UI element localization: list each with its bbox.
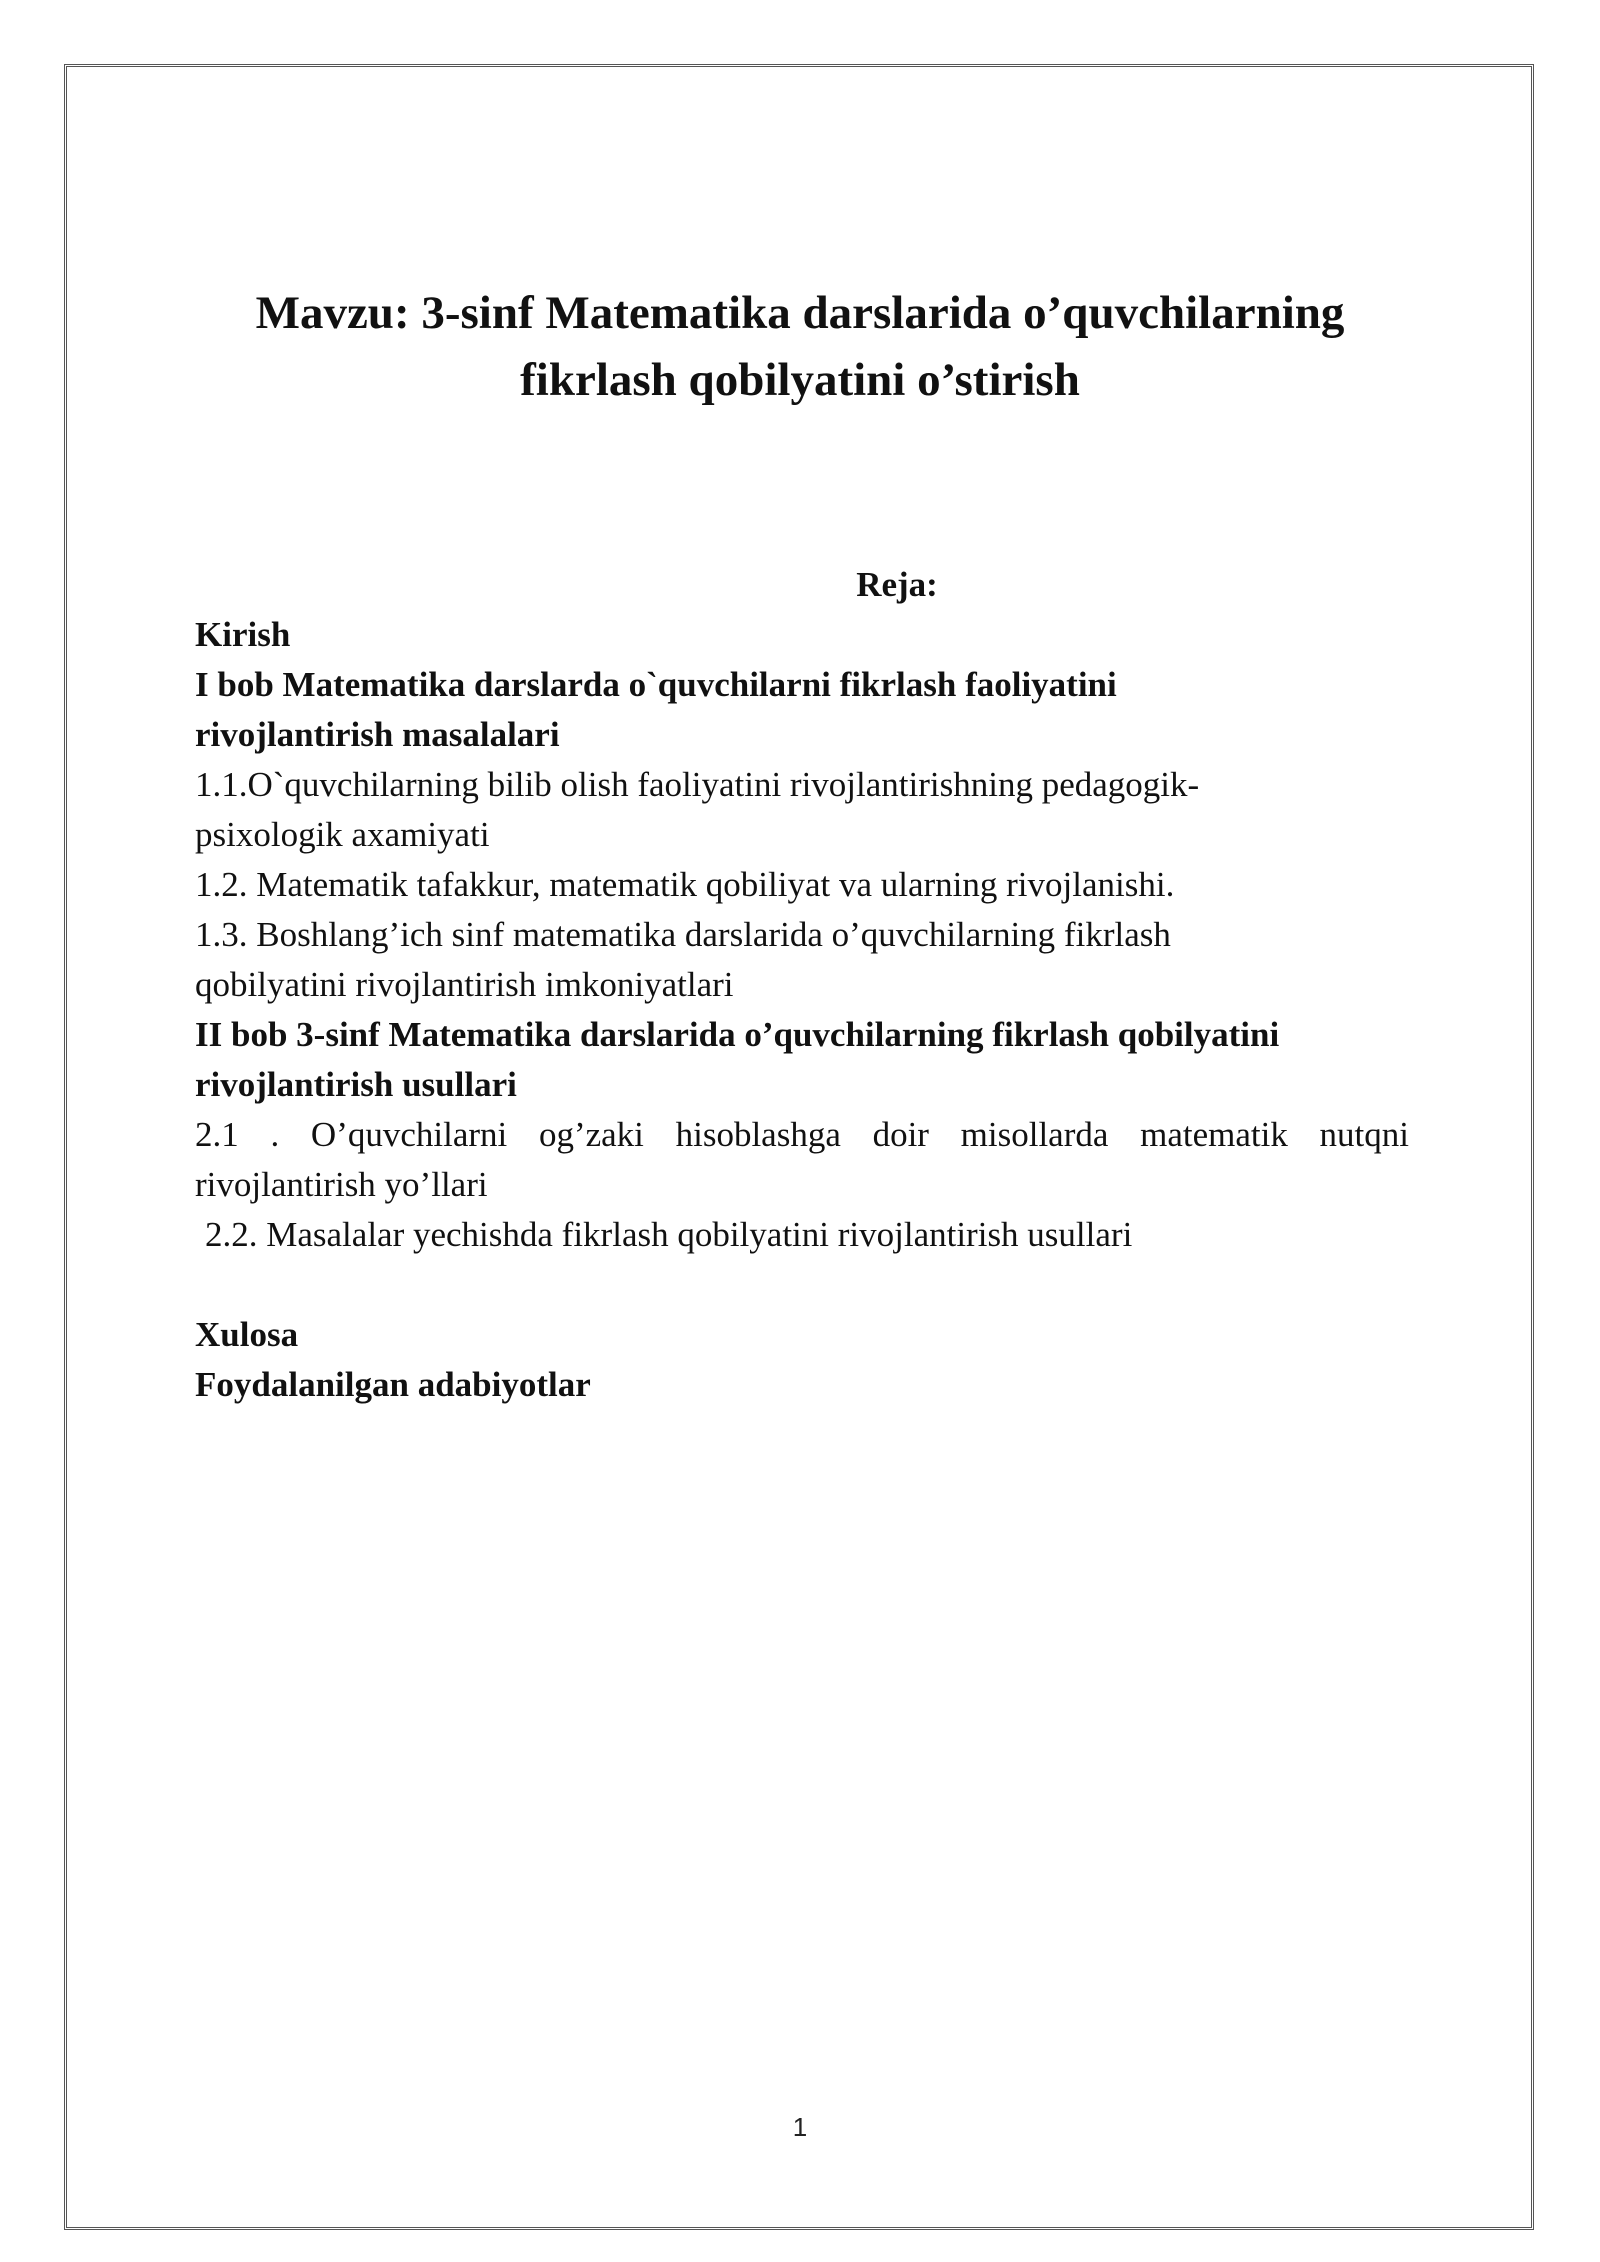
chapter-2-line-2: rivojlantirish usullari	[195, 1065, 517, 1104]
section-2-2: 2.2. Masalalar yechishda fikrlash qobilyatini rivojlantirish usullari	[205, 1215, 1133, 1254]
chapter-2-line-1: II bob 3-sinf Matematika darslarida o’quvchilarning fikrlash qobilyatini	[195, 1015, 1280, 1054]
section-1-2: 1.2. Matematik tafakkur, matematik qobiliyat va ularning rivojlanishi.	[195, 865, 1175, 904]
title-line-1: Mavzu: 3-sinf Matematika darslarida o’quvchilarning	[255, 287, 1345, 339]
document-title	[160, 280, 1440, 414]
section-1-3-line-2: qobilyatini rivojlantirish imkoniyatlari	[195, 965, 734, 1004]
chapter-2-heading	[195, 1010, 1409, 1110]
section-1-3	[195, 910, 1409, 1010]
page-number: 1	[792, 2112, 808, 2142]
section-1-3-line-1: 1.3. Boshlang’ich sinf matematika darslarida o’quvchilarning fikrlash	[195, 915, 1171, 954]
blank-line	[195, 1260, 1409, 1310]
chapter-1-line-2: rivojlantirish masalalari	[195, 715, 560, 754]
section-1-1	[195, 760, 1409, 860]
plan-section	[195, 560, 1409, 1410]
conclusion-item: Xulosa	[195, 1315, 299, 1354]
section-1-1-line-1: 1.1.O`quvchilarning bilib olish faoliyatini rivojlantirishning pedagogik-	[195, 765, 1200, 804]
section-1-1-line-2: psixologik axamiyati	[195, 815, 490, 854]
intro-item: Kirish	[195, 615, 291, 654]
chapter-1-heading	[195, 660, 1409, 760]
chapter-1-line-1: I bob Matematika darslarda o`quvchilarni fikrlash faoliyatini	[195, 665, 1117, 704]
references-item: Foydalanilgan adabiyotlar	[195, 1365, 591, 1404]
title-line-2: fikrlash qobilyatini o’stirish	[520, 354, 1080, 406]
plan-heading: Reja:	[856, 565, 938, 604]
section-2-1: 2.1 . O’quvchilarni og’zaki hisoblashga doir misollarda matematik nutqni rivojlantirish yo’llari	[195, 1115, 1409, 1204]
